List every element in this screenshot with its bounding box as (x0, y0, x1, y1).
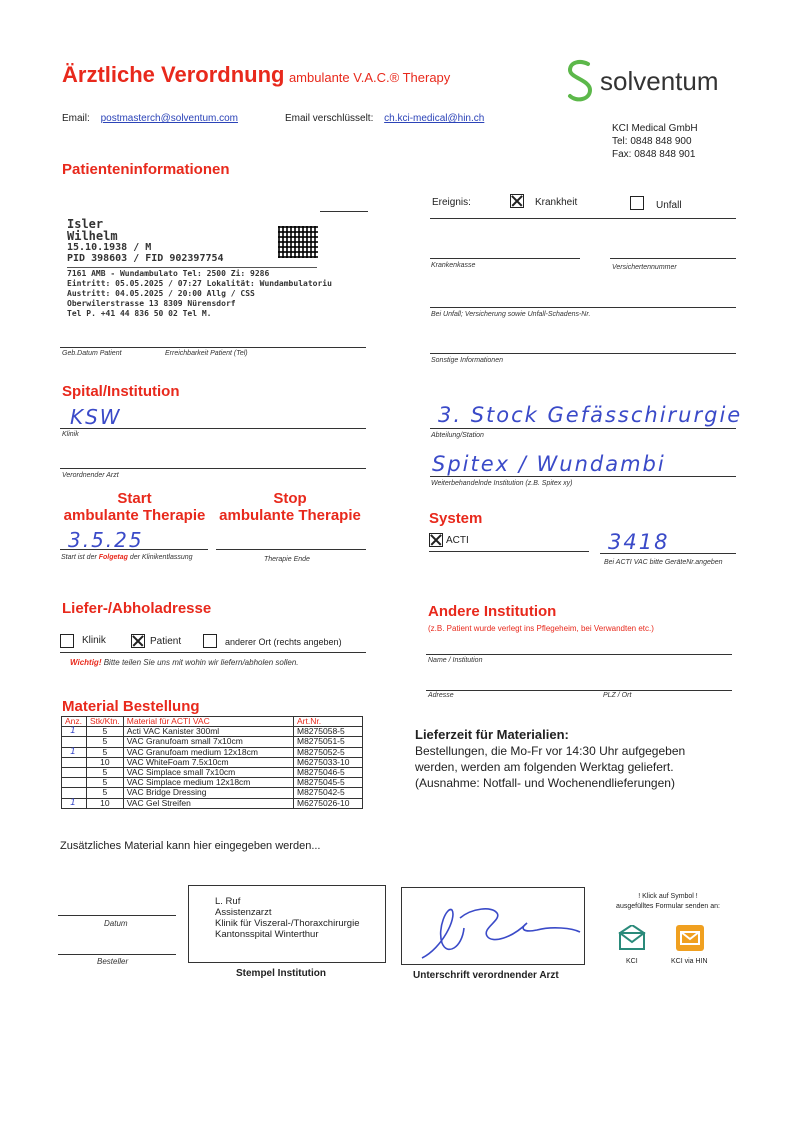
stamp-label: Stempel Institution (236, 968, 326, 979)
material-cell: VAC Gel Streifen (123, 798, 293, 808)
event-label: Ereignis: (432, 197, 471, 208)
material-cell: VAC Granufoam medium 12x18cm (123, 747, 293, 757)
hospital-section-title: Spital/Institution (62, 383, 180, 400)
qty-cell[interactable] (62, 778, 87, 788)
acti-label: ACTI (446, 535, 469, 546)
accident-label: Unfall (656, 200, 682, 211)
table-row (62, 727, 363, 737)
material-cell: VAC WhiteFoam 7.5x10cm (123, 757, 293, 767)
acti-checkbox[interactable] (429, 533, 443, 547)
other-inst-section-title: Andere Institution (428, 603, 557, 620)
company-fax: Fax: 0848 848 901 (612, 149, 696, 160)
material-cell: VAC Bridge Dressing (123, 788, 293, 798)
pack-cell: 5 (87, 788, 124, 798)
col-pack: Stk/Ktn. (87, 717, 124, 727)
delivery-time-title: Lieferzeit für Materialien: (415, 727, 569, 742)
title-main: Ärztliche Verordnung (62, 62, 285, 87)
other-inst-name-label: Name / Institution (428, 657, 483, 664)
kci-hin-mail-icon[interactable] (676, 925, 704, 951)
brand-name: solventum (600, 66, 719, 96)
stamp-text: L. Ruf Assistenzarzt Klinik für Viszeral-/Thoraxchirurgie Kantonsspital Winterthur (215, 896, 360, 940)
qty-cell[interactable]: 1 (62, 798, 87, 808)
stop-heading: Stop ambulante Therapie (219, 490, 361, 524)
kci-hin-label: KCI via HIN (671, 958, 708, 965)
art-cell: M8275042-5 (294, 788, 363, 798)
send-instructions: ! Klick auf Symbol ! ausgefülltes Formular senden an: (616, 893, 720, 910)
art-cell: M8275046-5 (294, 767, 363, 777)
clinic-label: Klinik (62, 431, 79, 438)
pack-cell: 5 (87, 737, 124, 747)
patient-ward: 7161 AMB - Wundambulato Tel: 2500 Zi: 9286 (67, 269, 270, 278)
brand-logo (562, 58, 719, 109)
material-cell: Acti VAC Kanister 300ml (123, 727, 293, 737)
pack-cell: 5 (87, 747, 124, 757)
signature-label: Unterschrift verordnender Arzt (413, 970, 559, 981)
patient-lastname: Isler (67, 217, 104, 231)
system-section-title: System (429, 510, 483, 527)
reach-label: Erreichbarkeit Patient (Tel) (165, 350, 248, 357)
other-inst-zip-label: PLZ / Ort (603, 692, 632, 699)
title-sub: ambulante V.A.C.® Therapy (288, 70, 451, 85)
delivery-section-title: Liefer-/Abholadresse (62, 600, 212, 617)
barcode-icon (278, 226, 318, 258)
table-row (62, 747, 363, 757)
extra-material-label[interactable]: Zusätzliches Material kann hier eingegeben werden... (60, 840, 321, 852)
date-label: Datum (104, 919, 128, 928)
art-cell: M8275052-5 (294, 747, 363, 757)
insurance-label: Krankenkasse (431, 262, 476, 269)
delivery-other-label: anderer Ort (rechts angeben) (225, 637, 342, 647)
patient-phone: Tel P. +41 44 836 50 02 Tel M. (67, 309, 212, 318)
illness-checkbox[interactable] (510, 194, 524, 208)
illness-label: Krankheit (535, 197, 578, 208)
art-cell: M6275033-10 (294, 757, 363, 767)
insured-no-label: Versichertennummer (612, 264, 677, 271)
col-art: Art.Nr. (294, 717, 363, 727)
solventum-logo-icon (562, 58, 598, 104)
other-inst-note: (z.B. Patient wurde verlegt ins Pflegeheim, bei Verwandten etc.) (428, 624, 654, 633)
pack-cell: 10 (87, 798, 124, 808)
material-cell: VAC Simplace small 7x10cm (123, 767, 293, 777)
email-row (62, 113, 238, 124)
qty-cell[interactable] (62, 788, 87, 798)
qty-cell[interactable] (62, 767, 87, 777)
dob-label: Geb.Datum Patient (62, 350, 122, 357)
email-link[interactable]: postmasterch@solventum.com (100, 113, 238, 124)
signature-icon (402, 888, 584, 964)
patient-section-title: Patienteninformationen (62, 161, 230, 178)
kci-mail-icon[interactable] (618, 925, 646, 951)
pack-cell: 5 (87, 778, 124, 788)
patient-firstname: Wilhelm (67, 229, 118, 243)
table-row (62, 778, 363, 788)
table-row (62, 757, 363, 767)
email-label: Email: (62, 113, 90, 124)
qty-cell[interactable]: 1 (62, 727, 87, 737)
email-enc-row (285, 113, 484, 124)
signature-box[interactable] (401, 887, 585, 965)
accident-note-label: Bei Unfall; Versicherung sowie Unfall-Schadens-Nr. (431, 311, 591, 318)
qty-cell[interactable]: 1 (62, 747, 87, 757)
art-cell: M6275026-10 (294, 798, 363, 808)
table-row (62, 788, 363, 798)
patient-pid: PID 398603 / FID 902397754 (67, 253, 224, 264)
clinic-value[interactable]: KSW (70, 405, 122, 429)
material-section-title: Material Bestellung (62, 698, 200, 715)
art-cell: M8275058-5 (294, 727, 363, 737)
orderer-label: Besteller (97, 957, 129, 966)
table-row (62, 737, 363, 747)
patient-label-sticker (67, 218, 367, 319)
col-material: Material für ACTI VAC (123, 717, 293, 727)
email-enc-label: Email verschlüsselt: (285, 113, 374, 124)
accident-checkbox[interactable] (630, 196, 644, 210)
dept-label: Abteilung/Station (431, 432, 484, 439)
pack-cell: 5 (87, 727, 124, 737)
dept-value[interactable]: 3. Stock Gefässchirurgie (438, 403, 743, 427)
device-no-label: Bei ACTI VAC bitte GeräteNr.angeben (604, 559, 723, 566)
inst-label: Weiterbehandelnde Institution (z.B. Spitex xy) (431, 480, 573, 487)
pack-cell: 10 (87, 757, 124, 767)
delivery-other-checkbox[interactable] (203, 634, 217, 648)
kci-label: KCI (626, 958, 638, 965)
material-cell: VAC Granufoam small 7x10cm (123, 737, 293, 747)
col-qty: Anz. (62, 717, 87, 727)
start-note: Start ist der Folgetag der Klinikentlassung (61, 554, 193, 561)
email-enc-link[interactable]: ch.kci-medical@hin.ch (384, 113, 485, 124)
inst-value[interactable]: Spitex / Wundambi (432, 452, 666, 476)
pack-cell: 5 (87, 767, 124, 777)
delivery-patient-label: Patient (150, 636, 182, 647)
qty-cell[interactable] (62, 737, 87, 747)
delivery-time-block: Lieferzeit für Materialien: Bestellungen, die Mo-Fr vor 14:30 Uhr aufgegeben werden, werden am folgenden Werktag geliefert. (Ausnahme: Notfall- und Wochenendlieferungen) (415, 727, 686, 790)
stamp-box (188, 885, 386, 963)
end-label: Therapie Ende (264, 556, 310, 563)
delivery-clinic-checkbox[interactable] (60, 634, 74, 648)
patient-admission: Eintritt: 05.05.2025 / 07:27 Lokalität: Wundambulatoriu (67, 279, 332, 288)
patient-address: Oberwilerstrasse 13 8309 Nürensdorf (67, 299, 236, 308)
delivery-note: Wichtig! Bitte teilen Sie uns mit wohin wir liefern/abholen sollen. (70, 658, 299, 667)
patient-dob-sex: 15.10.1938 / M (67, 242, 152, 253)
start-date-value[interactable]: 3.5.25 (68, 528, 144, 552)
company-tel: Tel: 0848 848 900 (612, 136, 692, 147)
start-heading: Start ambulante Therapie (63, 490, 206, 524)
table-row (62, 798, 363, 808)
delivery-clinic-label: Klinik (82, 635, 106, 646)
company-name: KCI Medical GmbH (612, 123, 698, 134)
qty-cell[interactable] (62, 757, 87, 767)
company-info (612, 122, 698, 161)
material-table (61, 716, 363, 809)
art-cell: M8275051-5 (294, 737, 363, 747)
delivery-patient-checkbox[interactable] (131, 634, 145, 648)
other-info-label: Sonstige Informationen (431, 357, 503, 364)
form-title (62, 62, 450, 88)
device-no-value[interactable]: 3418 (608, 530, 670, 554)
material-cell: VAC Simplace medium 12x18cm (123, 778, 293, 788)
art-cell: M8275045-5 (294, 778, 363, 788)
table-row (62, 767, 363, 777)
doctor-label: Verordnender Arzt (62, 472, 119, 479)
other-inst-addr-label: Adresse (428, 692, 454, 699)
patient-discharge: Austritt: 04.05.2025 / 20:00 Allg / CSS (67, 289, 255, 298)
